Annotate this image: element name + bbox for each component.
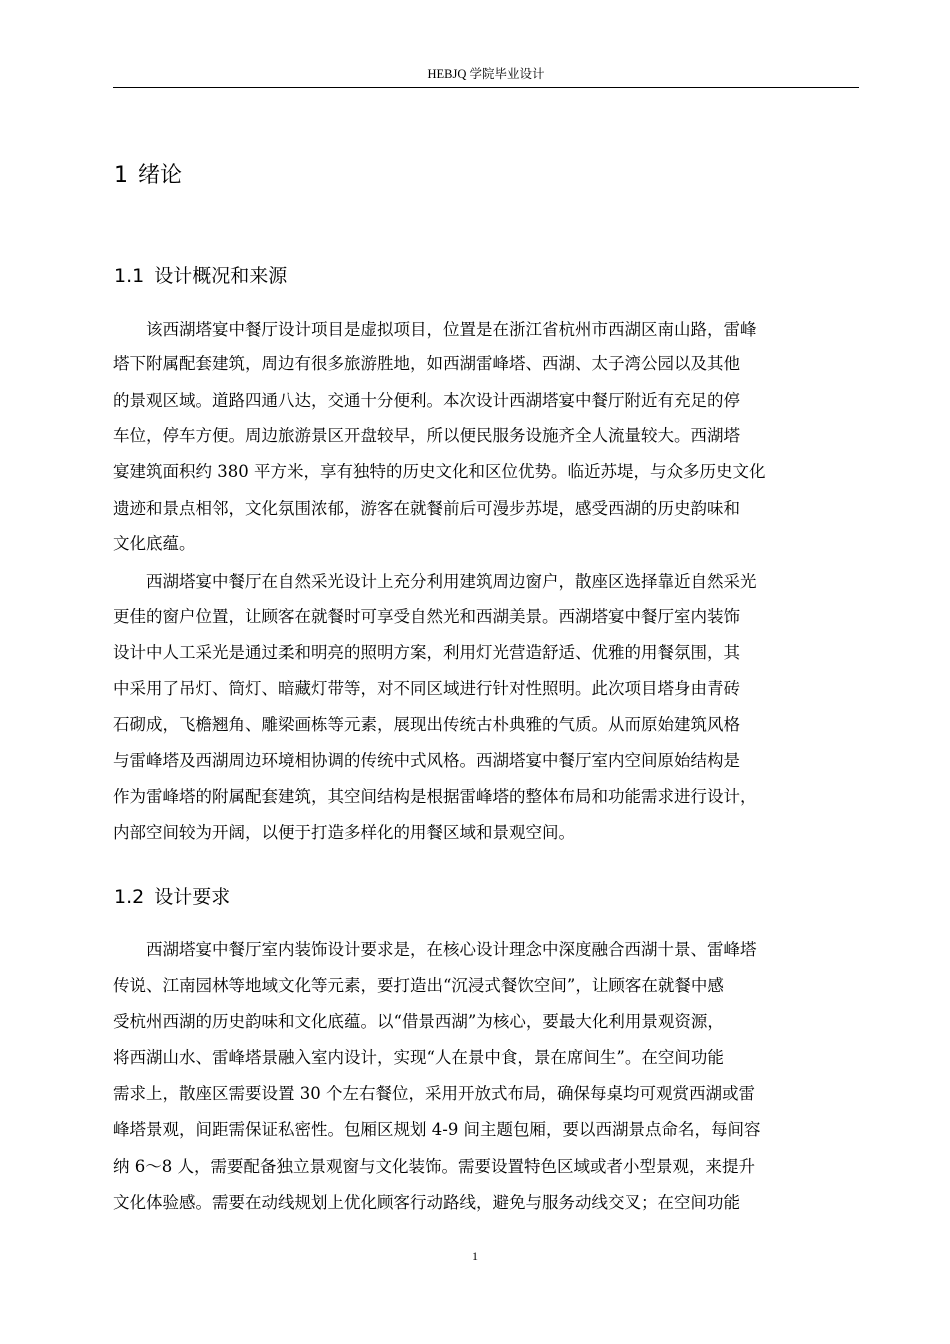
body-line: 的景观区域。道路四通八达，交通十分便利。本次设计西湖塔宴中餐厅附近有充足的停 — [113, 391, 740, 410]
body-line: 峰塔景观，间距需保证私密性。包厢区规划 4-9 间主题包厢，要以西湖景点命名，每间容 — [113, 1120, 761, 1139]
body-line: 更佳的窗户位置，让顾客在就餐时可享受自然光和西湖美景。西湖塔宴中餐厅室内装饰 — [113, 607, 740, 626]
section-heading-1-1 — [114, 262, 287, 290]
body-line: 塔下附属配套建筑，周边有很多旅游胜地，如西湖雷峰塔、西湖、太子湾公园以及其他 — [113, 354, 740, 373]
body-line: 纳 6～8 人，需要配备独立景观窗与文化装饰。需要设置特色区域或者小型景观，来提升 — [113, 1157, 755, 1176]
body-line: 宴建筑面积约 380 平方米，享有独特的历史文化和区位优势。临近苏堤，与众多历史文化 — [113, 462, 766, 481]
section-title: 设计概况和来源 — [154, 265, 288, 287]
section-title: 设计要求 — [154, 886, 231, 908]
chapter-number: 1 — [114, 163, 128, 188]
body-line: 需求上，散座区需要设置 30 个左右餐位，采用开放式布局，确保每桌均可观赏西湖或雷 — [113, 1084, 755, 1103]
body-line: 作为雷峰塔的附属配套建筑，其空间结构是根据雷峰塔的整体布局和功能需求进行设计， — [113, 787, 757, 806]
section-number: 1.2 — [114, 886, 145, 908]
body-line: 西湖塔宴中餐厅在自然采光设计上充分利用建筑周边窗户，散座区选择靠近自然采光 — [146, 572, 757, 591]
section-heading-1-2 — [114, 883, 230, 911]
header-rule — [113, 87, 859, 88]
body-line: 西湖塔宴中餐厅室内装饰设计要求是，在核心设计理念中深度融合西湖十景、雷峰塔 — [146, 940, 757, 959]
body-line: 中采用了吊灯、筒灯、暗藏灯带等，对不同区域进行针对性照明。此次项目塔身由青砖 — [113, 679, 740, 698]
chapter-title: 绪论 — [138, 163, 183, 188]
body-line: 该西湖塔宴中餐厅设计项目是虚拟项目，位置是在浙江省杭州市西湖区南山路，雷峰 — [146, 320, 757, 339]
page-header: HEBJQ 学院毕业设计 — [427, 67, 545, 81]
body-line: 车位，停车方便。周边旅游景区开盘较早，所以便民服务设施齐全人流量较大。西湖塔 — [113, 426, 740, 445]
body-line: 受杭州西湖的历史韵味和文化底蕴。以“借景西湖”为核心，要最大化利用景观资源， — [113, 1012, 724, 1031]
body-line: 将西湖山水、雷峰塔景融入室内设计，实现“人在景中食，景在席间生”。在空间功能 — [113, 1048, 724, 1067]
page-number: 1 — [472, 1249, 478, 1263]
body-line: 文化底蕴。 — [113, 534, 196, 553]
body-line: 遗迹和景点相邻，文化氛围浓郁，游客在就餐前后可漫步苏堤，感受西湖的历史韵味和 — [113, 499, 740, 518]
section-number: 1.1 — [114, 265, 145, 287]
body-line: 内部空间较为开阔，以便于打造多样化的用餐区域和景观空间。 — [113, 823, 575, 842]
body-line: 文化体验感。需要在动线规划上优化顾客行动路线，避免与服务动线交叉；在空间功能 — [113, 1193, 740, 1212]
body-line: 与雷峰塔及西湖周边环境相协调的传统中式风格。西湖塔宴中餐厅室内空间原始结构是 — [113, 751, 740, 770]
body-line: 传说、江南园林等地域文化等元素，要打造出“沉浸式餐饮空间”，让顾客在就餐中感 — [113, 976, 724, 995]
chapter-heading — [114, 160, 182, 192]
body-line: 石砌成，飞檐翘角、雕梁画栋等元素，展现出传统古朴典雅的气质。从而原始建筑风格 — [113, 715, 740, 734]
body-line: 设计中人工采光是通过柔和明亮的照明方案，利用灯光营造舒适、优雅的用餐氛围，其 — [113, 643, 740, 662]
